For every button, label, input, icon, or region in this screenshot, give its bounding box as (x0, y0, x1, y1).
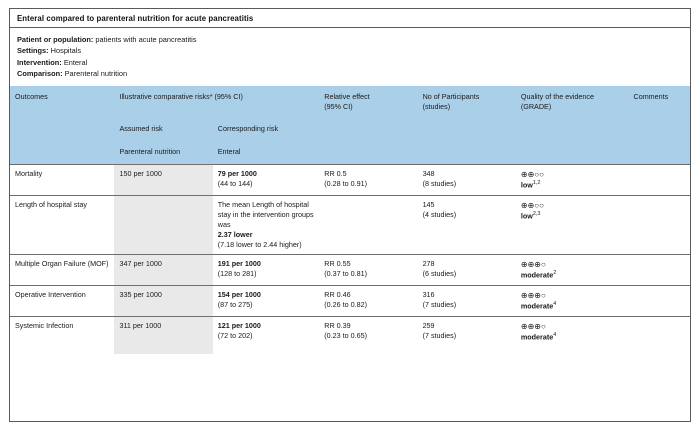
row-quality (516, 285, 629, 316)
row-corresponding-main: 79 per 1000 (217, 169, 257, 179)
row-quality-label: moderate (520, 270, 554, 280)
grade-circles-icon: ⊕⊕⊕○ (520, 321, 546, 331)
page-title: Enteral compared to parenteral nutrition for acute pancreatitis (10, 9, 690, 28)
row-relative-effect (319, 316, 417, 346)
header-comments: Comments (629, 86, 691, 119)
row-quality-label: low (520, 180, 533, 190)
row-quality-label: moderate (520, 332, 554, 342)
meta-row-comparison (17, 68, 683, 79)
table-row (10, 255, 690, 286)
row-participants-count: 278 (422, 259, 435, 269)
header-spacer-3 (418, 119, 516, 142)
row-participants-count: 348 (422, 169, 435, 179)
row-corresponding-main: 121 per 1000 (217, 320, 261, 330)
population-meta (10, 28, 690, 86)
row-participants (418, 316, 516, 346)
row-comments (629, 285, 691, 316)
header-relative-effect-line2: (95% CI) (324, 101, 353, 111)
row-participants (418, 285, 516, 316)
row-corresponding-risk (213, 165, 320, 196)
row-corresponding-ci: (44 to 144) (217, 179, 253, 189)
meta-label-comparison: Comparison: (17, 69, 63, 79)
bottom-spacer-3 (213, 346, 320, 354)
row-assumed-risk: 335 per 1000 (114, 285, 212, 316)
grade-circles-icon: ⊕⊕⊕○ (520, 260, 546, 270)
row-quality (516, 165, 629, 196)
row-studies: (6 studies) (422, 269, 457, 279)
row-participants (418, 255, 516, 286)
meta-label-settings: Settings: (17, 46, 49, 56)
row-comments (629, 165, 691, 196)
row-outcome: Multiple Organ Failure (MOF) (10, 255, 114, 286)
row-quality (516, 195, 629, 254)
row-effect-ci: (0.28 to 0.91) (324, 179, 368, 189)
bottom-spacer-2 (114, 346, 212, 354)
row-corresponding-mean-ci: (7.18 lower to 2.44 higher) (217, 240, 302, 250)
row-effect-ci: (0.23 to 0.65) (324, 330, 368, 340)
row-corresponding-ci: (72 to 202) (217, 330, 253, 340)
summary-of-findings-table (9, 8, 691, 422)
row-relative-effect (319, 165, 417, 196)
row-corresponding-risk (213, 285, 320, 316)
row-relative-effect (319, 195, 417, 254)
row-comments (629, 255, 691, 286)
row-quality-footnote: 2,3 (532, 211, 541, 218)
row-effect: RR 0.5 (324, 169, 347, 179)
table-header-row-2 (10, 119, 690, 142)
header-spacer-5 (629, 119, 691, 142)
row-quality-label: low (520, 211, 533, 221)
row-effect: RR 0.39 (324, 320, 351, 330)
table-row (10, 165, 690, 196)
header-participants-line2: (studies) (422, 101, 451, 111)
row-corresponding-risk (213, 316, 320, 346)
header-corresponding-risk: Corresponding risk (213, 119, 320, 142)
row-quality-footnote: 4 (553, 301, 557, 308)
row-participants (418, 165, 516, 196)
header-assumed-risk: Assumed risk (114, 119, 212, 142)
header-illustrative-risks: Illustrative comparative risks* (95% CI) (114, 86, 319, 119)
row-participants-count: 316 (422, 289, 435, 299)
row-assumed-risk: 347 per 1000 (114, 255, 212, 286)
row-quality-label: moderate (520, 301, 554, 311)
header-spacer-7 (319, 142, 417, 165)
row-corresponding-note: The mean Length of hospital stay in the intervention groups was (217, 199, 314, 229)
row-participants (418, 195, 516, 254)
row-relative-effect (319, 255, 417, 286)
header-spacer-6 (10, 142, 114, 165)
grade-circles-icon: ⊕⊕⊕○ (520, 290, 546, 300)
header-spacer-2 (319, 119, 417, 142)
header-spacer-10 (629, 142, 691, 165)
row-effect: RR 0.55 (324, 259, 351, 269)
header-quality-line2: (GRADE) (520, 101, 552, 111)
table-header-row-3 (10, 142, 690, 165)
row-quality-footnote: 1,2 (532, 180, 541, 187)
row-studies: (7 studies) (422, 299, 457, 309)
row-corresponding-risk (213, 195, 320, 254)
row-corresponding-risk (213, 255, 320, 286)
bottom-spacer-7 (629, 346, 691, 354)
header-quality-line1: Quality of the evidence (520, 91, 594, 101)
row-quality (516, 255, 629, 286)
header-parenteral-nutrition: Parenteral nutrition (114, 142, 212, 165)
row-comments (629, 316, 691, 346)
bottom-spacer-5 (418, 346, 516, 354)
row-assumed-risk: 150 per 1000 (114, 165, 212, 196)
header-spacer-9 (516, 142, 629, 165)
meta-row-settings (17, 45, 683, 56)
table-row (10, 316, 690, 346)
row-comments (629, 195, 691, 254)
bottom-spacer-6 (516, 346, 629, 354)
row-outcome: Length of hospital stay (10, 195, 114, 254)
row-outcome: Systemic Infection (10, 316, 114, 346)
grade-circles-icon: ⊕⊕○○ (520, 200, 544, 210)
row-corresponding-ci: (87 to 275) (217, 299, 253, 309)
row-quality-footnote: 2 (553, 270, 557, 277)
meta-label-intervention: Intervention: (17, 57, 62, 67)
row-corresponding-mean-diff: 2.37 lower (217, 230, 253, 240)
header-spacer-4 (516, 119, 629, 142)
meta-row-intervention (17, 57, 683, 68)
row-participants-count: 259 (422, 320, 435, 330)
row-participants-count: 145 (422, 199, 435, 209)
row-effect: RR 0.46 (324, 289, 351, 299)
table-row (10, 195, 690, 254)
row-outcome: Mortality (10, 165, 114, 196)
meta-label-patient: Patient or population: (17, 35, 94, 44)
bottom-spacer-1 (10, 346, 114, 354)
findings-table (10, 86, 690, 354)
row-effect-ci: (0.37 to 0.81) (324, 269, 368, 279)
row-studies: (4 studies) (422, 209, 457, 219)
header-relative-effect (319, 86, 417, 119)
header-relative-effect-line1: Relative effect (324, 91, 370, 101)
header-quality (516, 86, 629, 119)
row-corresponding-main: 191 per 1000 (217, 259, 261, 269)
row-quality-footnote: 4 (553, 331, 557, 338)
header-spacer-1 (10, 119, 114, 142)
row-assumed-risk: 311 per 1000 (114, 316, 212, 346)
row-corresponding-main: 154 per 1000 (217, 289, 261, 299)
header-spacer-8 (418, 142, 516, 165)
meta-value-intervention: Enteral (61, 57, 88, 67)
row-corresponding-ci: (128 to 281) (217, 269, 257, 279)
row-studies: (7 studies) (422, 330, 457, 340)
meta-value-settings: Hospitals (48, 46, 82, 56)
meta-value-patient: patients with acute pancreatitis (93, 35, 197, 44)
bottom-spacer-4 (319, 346, 417, 354)
row-relative-effect (319, 285, 417, 316)
table-bottom-spacer (10, 346, 690, 354)
header-enteral: Enteral (213, 142, 320, 165)
table-header-row-1 (10, 86, 690, 119)
row-outcome: Operative Intervention (10, 285, 114, 316)
row-assumed-risk (114, 195, 212, 254)
meta-row-patient (17, 34, 683, 45)
row-effect-ci: (0.26 to 0.82) (324, 299, 368, 309)
grade-circles-icon: ⊕⊕○○ (520, 170, 544, 180)
header-participants (418, 86, 516, 119)
meta-value-comparison: Parenteral nutrition (62, 69, 128, 79)
row-studies: (8 studies) (422, 179, 457, 189)
header-participants-line1: No of Participants (422, 91, 480, 101)
table-row (10, 285, 690, 316)
row-quality (516, 316, 629, 346)
header-outcomes: Outcomes (10, 86, 114, 119)
